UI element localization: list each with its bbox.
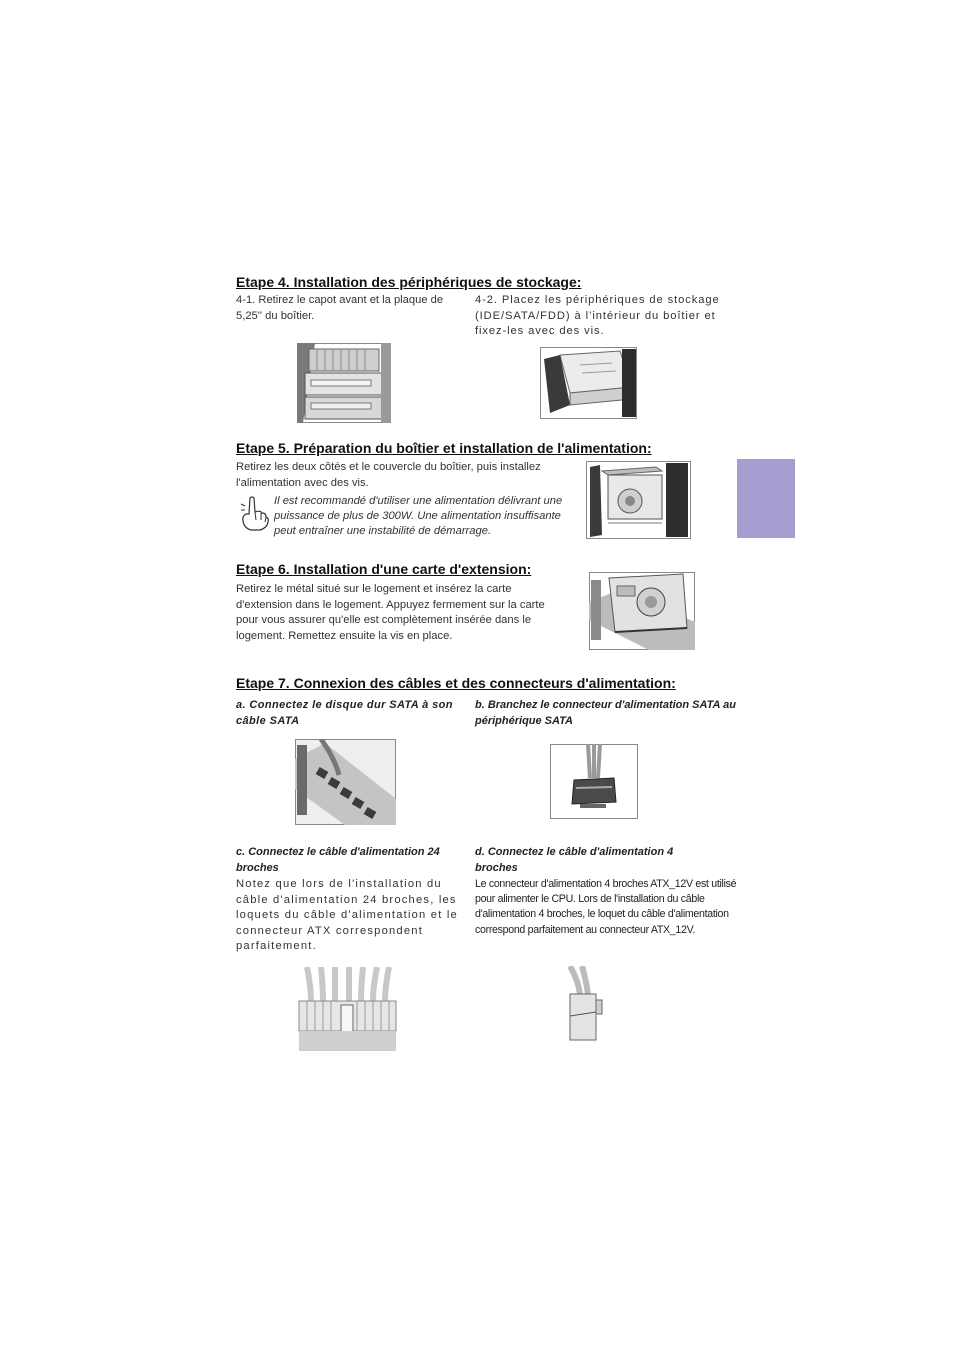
step7-d-title: d. Connectez le câble d'alimentation 4 broches [475,846,674,874]
step7-heading: Etape 7. Connexion des câbles et des connecteurs d'alimentation: [236,675,676,691]
step5-text: Retirez les deux côtés et le couvercle du boîtier, puis installez l'alimentation avec des vis. [236,461,541,489]
drive-bay-image [297,343,391,423]
drive-install-image [540,347,637,419]
step7-a-title: a. Connectez le disque dur SATA à son câble SATA [236,699,453,727]
atx-4pin-connector-image [560,966,612,1046]
sata-cable-image [295,739,396,825]
step7-b-title: b. Branchez le connecteur d'alimentation SATA au périphérique SATA [475,699,736,727]
step5-heading: Etape 5. Préparation du boîtier et installation de l'alimentation: [236,440,652,456]
step4-col2-text: 4-2. Placez les périphériques de stockage (IDE/SATA/FDD) à l’intérieur du boîtier et fixez-les avec des vis. [475,294,720,337]
step4-heading: Etape 4. Installation des périphériques de stockage: [236,274,582,290]
sata-power-connector-image [550,744,638,819]
step6-text: Retirez le métal situé sur le logement et insérez la carte d'extension dans le logement. Appuyez fermement sur la carte pour vous assurer qu'elle est complètement insérée dans le logement. Remettez ensuite la vis en place. [236,583,545,642]
step6-heading: Etape 6. Installation d'une carte d'extension: [236,561,532,577]
expansion-card-image [589,572,695,650]
psu-install-image [586,461,691,539]
step5-note: Il est recommandé d'utiliser une alimentation délivrant une puissance de plus de 300W. Une alimentation insuffisante peut entraîner une instabilité de démarrage. [274,495,563,537]
atx-24pin-connector-image [297,967,398,1052]
step7-c-text: Notez que lors de l'installation du câble d'alimentation 24 broches, les loquets du câble d'alimentation et le connecteur ATX correspondent parfaitement. [236,878,458,952]
step4-col1-text: 4-1. Retirez le capot avant et la plaque de 5,25'' du boîtier. [236,294,444,322]
step7-d-text: Le connecteur d'alimentation 4 broches ATX_12V est utilisé pour alimenter le CPU. Lors de l'installation du câble d'alimentation 4 broches, le loquet du câble d'alimentation correspond parfaitement au connecteur ATX_12V. [475,878,737,936]
hand-pointing-icon [240,496,270,532]
step7-c-title: c. Connectez le câble d'alimentation 24 broches [236,846,440,874]
side-tab [737,459,795,538]
